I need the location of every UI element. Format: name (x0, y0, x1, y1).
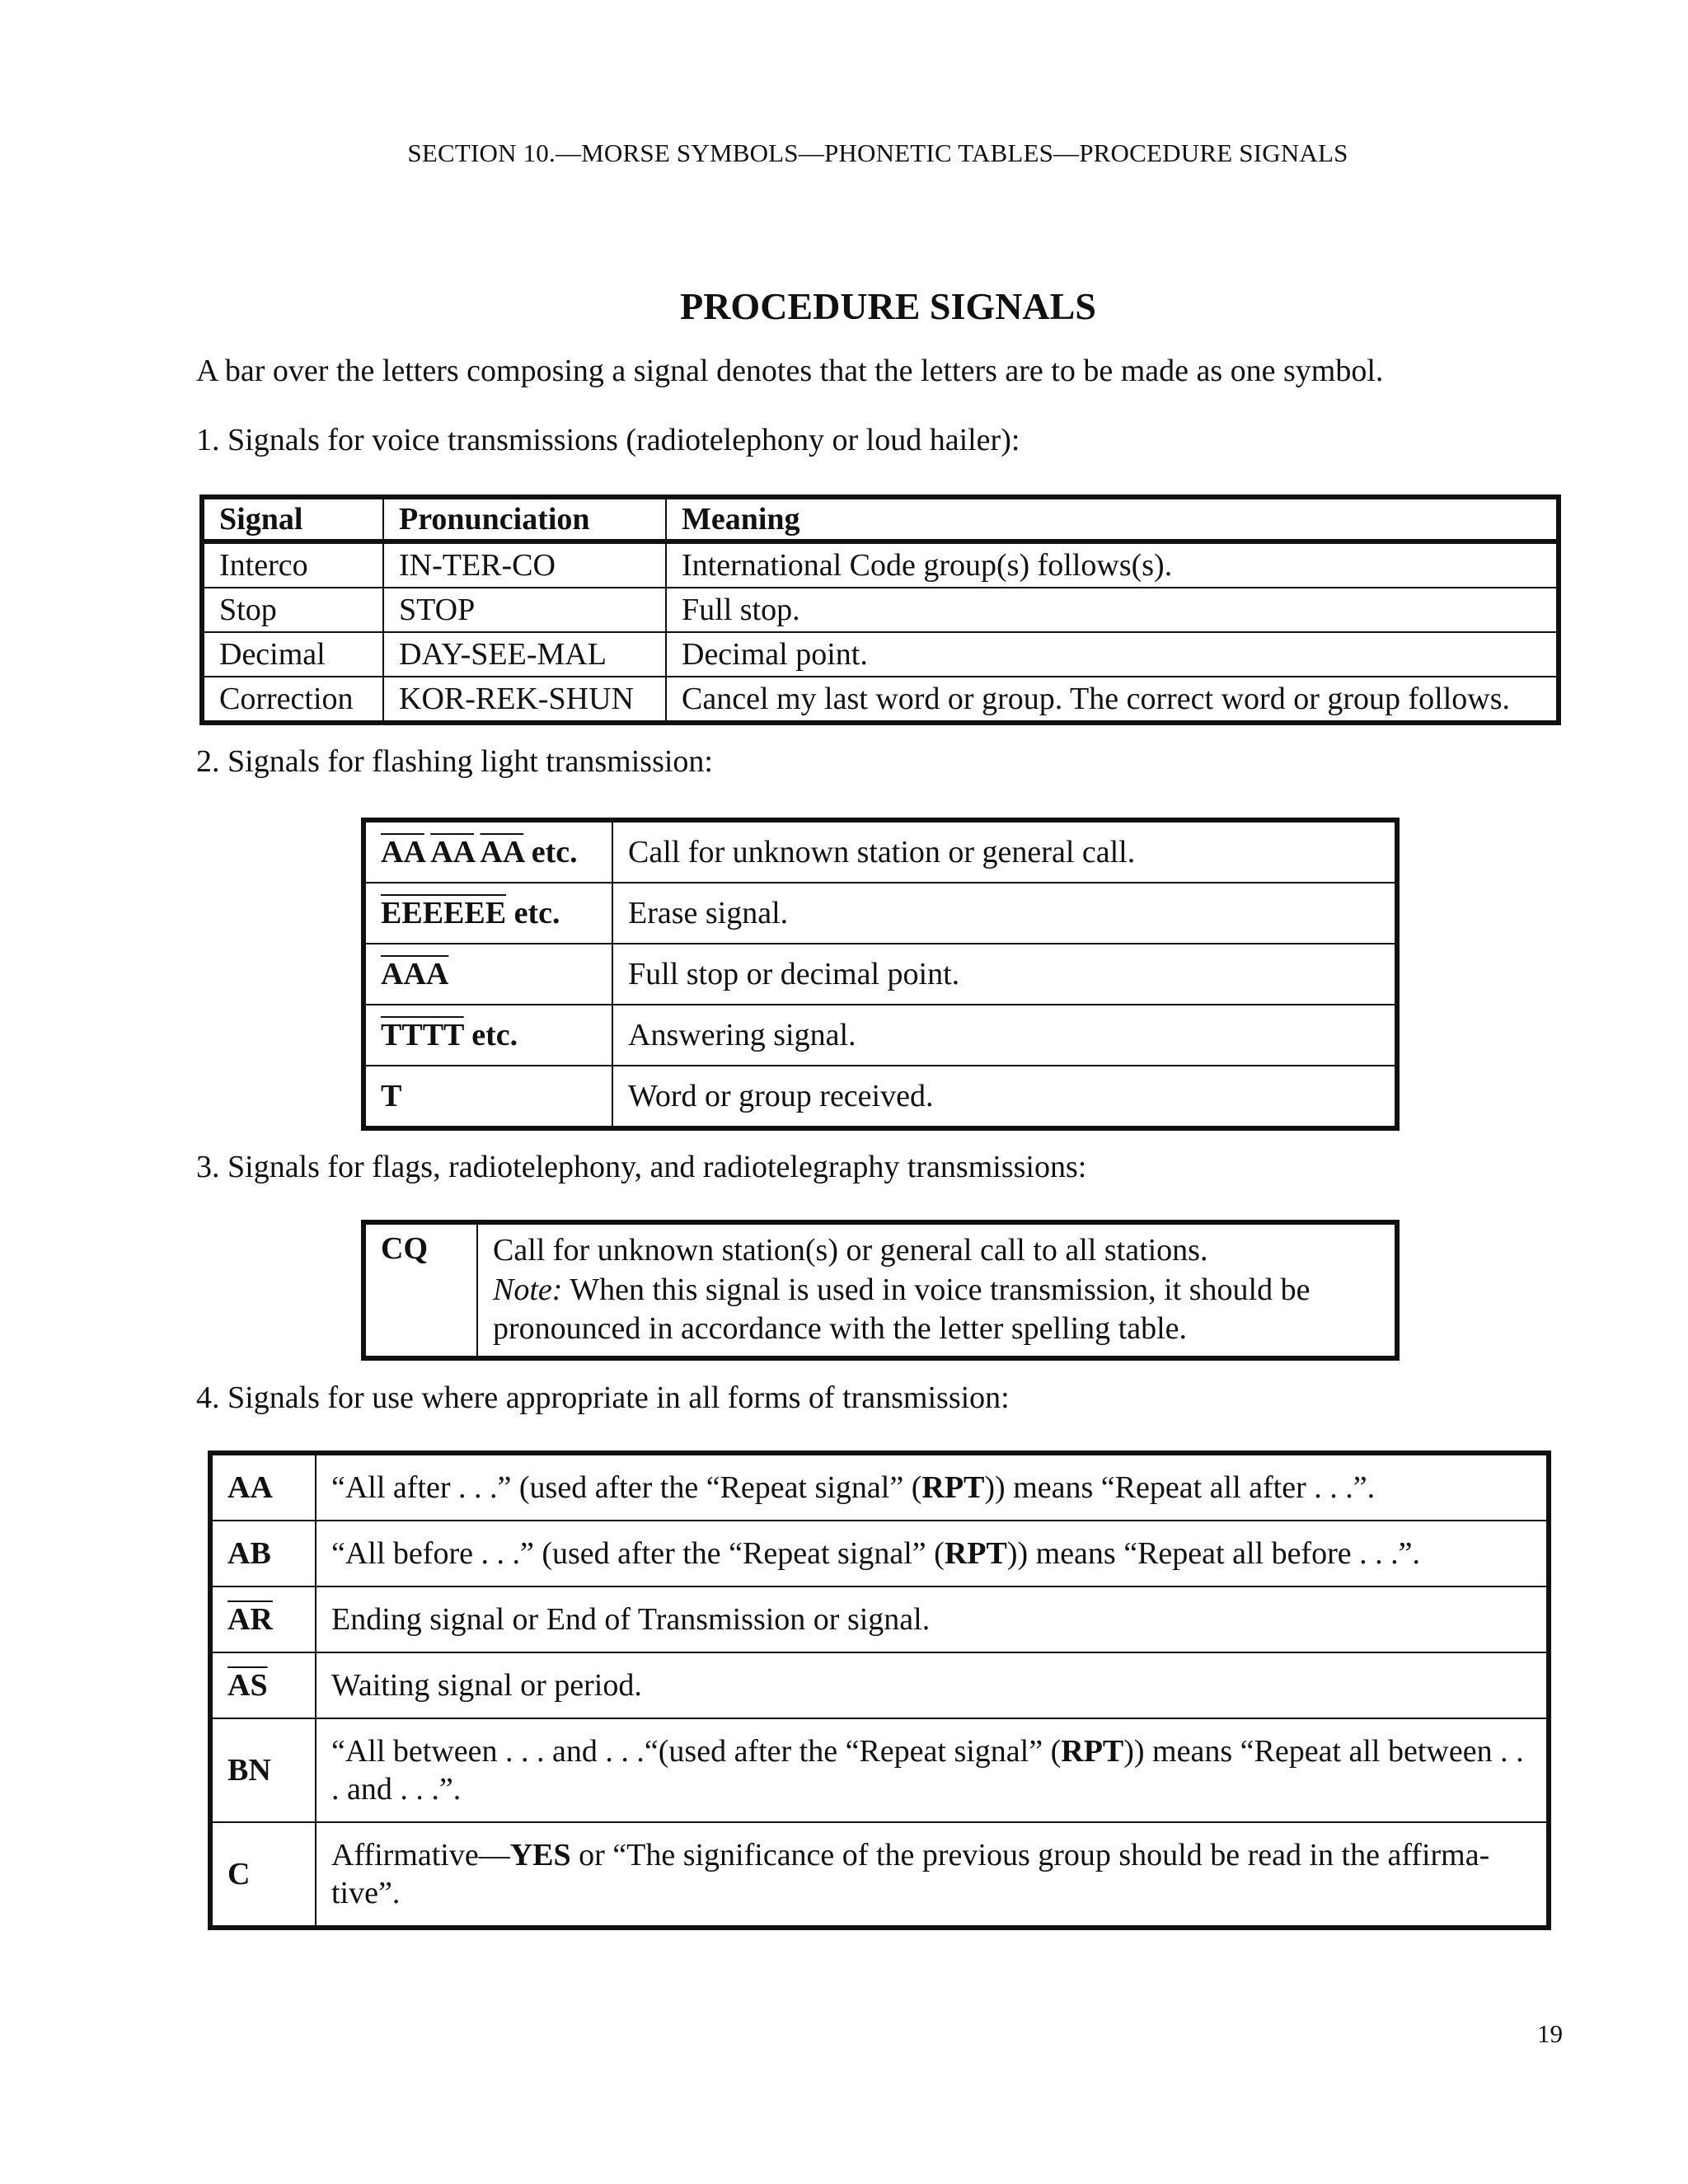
flashing-light-table (361, 818, 1400, 1131)
meaning-cell (316, 1718, 1549, 1822)
meaning-cell: Waiting signal or period. (316, 1652, 1549, 1718)
column-header-signal: Signal (202, 497, 383, 541)
signal-symbol: T (381, 1079, 402, 1113)
page-title: PROCEDURE SIGNALS (680, 285, 1096, 327)
meaning-cell (316, 1521, 1549, 1586)
signal-cell: Decimal (202, 632, 383, 677)
signal-cell (363, 1005, 612, 1066)
note-paragraph (493, 1271, 1380, 1349)
signal-symbol: $\overline{AA}$ (480, 835, 524, 869)
meaning-line: Call for unknown station(s) or general call to all stations. (493, 1233, 1208, 1268)
meaning-cell: Answering signal. (612, 1005, 1397, 1066)
signal-cell (210, 1586, 316, 1652)
voice-signals-table (199, 494, 1561, 725)
meaning-text: Affirmative— (331, 1837, 510, 1872)
section2-heading: 2. Signals for flashing light transmission: (196, 744, 713, 779)
signal-cell: Interco (202, 541, 383, 588)
table-header-row (202, 497, 1559, 541)
meaning-cell (316, 1822, 1549, 1928)
signal-cell: AB (210, 1521, 316, 1586)
table-row (202, 588, 1559, 632)
signal-cell: AA (210, 1453, 316, 1521)
general-signals-table (208, 1451, 1551, 1930)
signal-symbol: TTTT (381, 1018, 464, 1052)
meaning-text: or “The significance of the previous group should be read in the affirma-tive”. (331, 1837, 1490, 1910)
signal-cell (363, 944, 612, 1005)
note-label: Note: (493, 1272, 563, 1307)
signal-cell (363, 883, 612, 944)
signal-cell: C (210, 1822, 316, 1928)
flags-signals-table (361, 1220, 1400, 1361)
meaning-cell (316, 1453, 1549, 1521)
meaning-cell: Ending signal or End of Transmission or signal. (316, 1586, 1549, 1652)
signal-symbol: $\overline{AAA}$ (381, 957, 449, 991)
meaning-cell: Call for unknown station or general call. (612, 820, 1397, 883)
signal-cell: CQ (363, 1222, 477, 1358)
table-row (363, 883, 1397, 944)
column-header-meaning: Meaning (666, 497, 1559, 541)
etc-label: etc. (513, 896, 560, 930)
table-row (363, 1066, 1397, 1128)
table-row (363, 820, 1397, 883)
table-row (202, 677, 1559, 723)
meaning-cell: Decimal point. (666, 632, 1559, 677)
signal-symbol: $\overline{AA}$ (381, 835, 424, 869)
section4-heading: 4. Signals for use where appropriate in all forms of transmission: (196, 1380, 1010, 1415)
pronunciation-cell: IN-TER-CO (383, 541, 666, 588)
pronunciation-cell: KOR-REK-SHUN (383, 677, 666, 723)
section3-heading: 3. Signals for flags, radiotelephony, and radiotelegraphy transmissions: (196, 1150, 1087, 1184)
meaning-cell: Erase signal. (612, 883, 1397, 944)
table-row (363, 1005, 1397, 1066)
meaning-cell (477, 1222, 1397, 1358)
intro-paragraph: A bar over the letters composing a signal denotes that the letters are to be made as one symbol. (196, 354, 1384, 388)
section1-heading: 1. Signals for voice transmissions (radiotelephony or loud hailer): (196, 423, 1020, 457)
signal-cell: Correction (202, 677, 383, 723)
signal-symbol: $\overline{AS}$ (227, 1667, 268, 1703)
column-header-pronunciation: Pronunciation (383, 497, 666, 541)
meaning-bold: RPT (1061, 1733, 1124, 1769)
etc-label: etc. (531, 835, 578, 869)
running-header: SECTION 10.—MORSE SYMBOLS—PHONETIC TABLES—PROCEDURE SIGNALS (407, 138, 1348, 167)
signal-cell (210, 1652, 316, 1718)
meaning-text: )) means “Repeat all after . . .”. (984, 1469, 1376, 1505)
meaning-text: “All after . . .” (used after the “Repeat signal” ( (331, 1469, 922, 1505)
meaning-bold: RPT (921, 1469, 985, 1505)
table-row (210, 1453, 1549, 1521)
meaning-bold: RPT (944, 1535, 1007, 1571)
signal-cell (363, 820, 612, 883)
note-text: When this signal is used in voice transmission, it should be pronounced in accordance with the letter spelling table. (493, 1272, 1311, 1346)
meaning-cell: Word or group received. (612, 1066, 1397, 1128)
table-row (210, 1652, 1549, 1718)
meaning-cell: Full stop. (666, 588, 1559, 632)
signal-symbol: $\overline{AA}$ (430, 835, 474, 869)
table-row (210, 1822, 1549, 1928)
table-row (202, 632, 1559, 677)
signal-cell: Stop (202, 588, 383, 632)
meaning-text: )) means “Repeat all before . . .”. (1006, 1535, 1420, 1571)
table-row (210, 1718, 1549, 1822)
signal-symbol: $\overline{AR}$ (227, 1601, 273, 1637)
signal-cell (363, 1066, 612, 1128)
etc-label: etc. (471, 1018, 518, 1052)
table-row (210, 1521, 1549, 1586)
meaning-bold: YES (509, 1837, 571, 1872)
signal-cell: BN (210, 1718, 316, 1822)
signal-symbol: EEEEEE (381, 896, 507, 930)
meaning-cell: Cancel my last word or group. The correct word or group follows. (666, 677, 1559, 723)
table-row (363, 944, 1397, 1005)
table-row (210, 1586, 1549, 1652)
meaning-cell: Full stop or decimal point. (612, 944, 1397, 1005)
table-row (202, 541, 1559, 588)
meaning-text: “All between . . . and . . .“(used after the “Repeat signal” ( (331, 1733, 1062, 1769)
meaning-text: “All before . . .” (used after the “Repeat signal” ( (331, 1535, 945, 1571)
table-row (363, 1222, 1397, 1358)
pronunciation-cell: DAY-SEE-MAL (383, 632, 666, 677)
page-number: 19 (1537, 2019, 1563, 2048)
meaning-text: )) means “Repeat all between . . . and . . .”. (331, 1733, 1524, 1807)
meaning-cell: International Code group(s) follows(s). (666, 541, 1559, 588)
pronunciation-cell: STOP (383, 588, 666, 632)
